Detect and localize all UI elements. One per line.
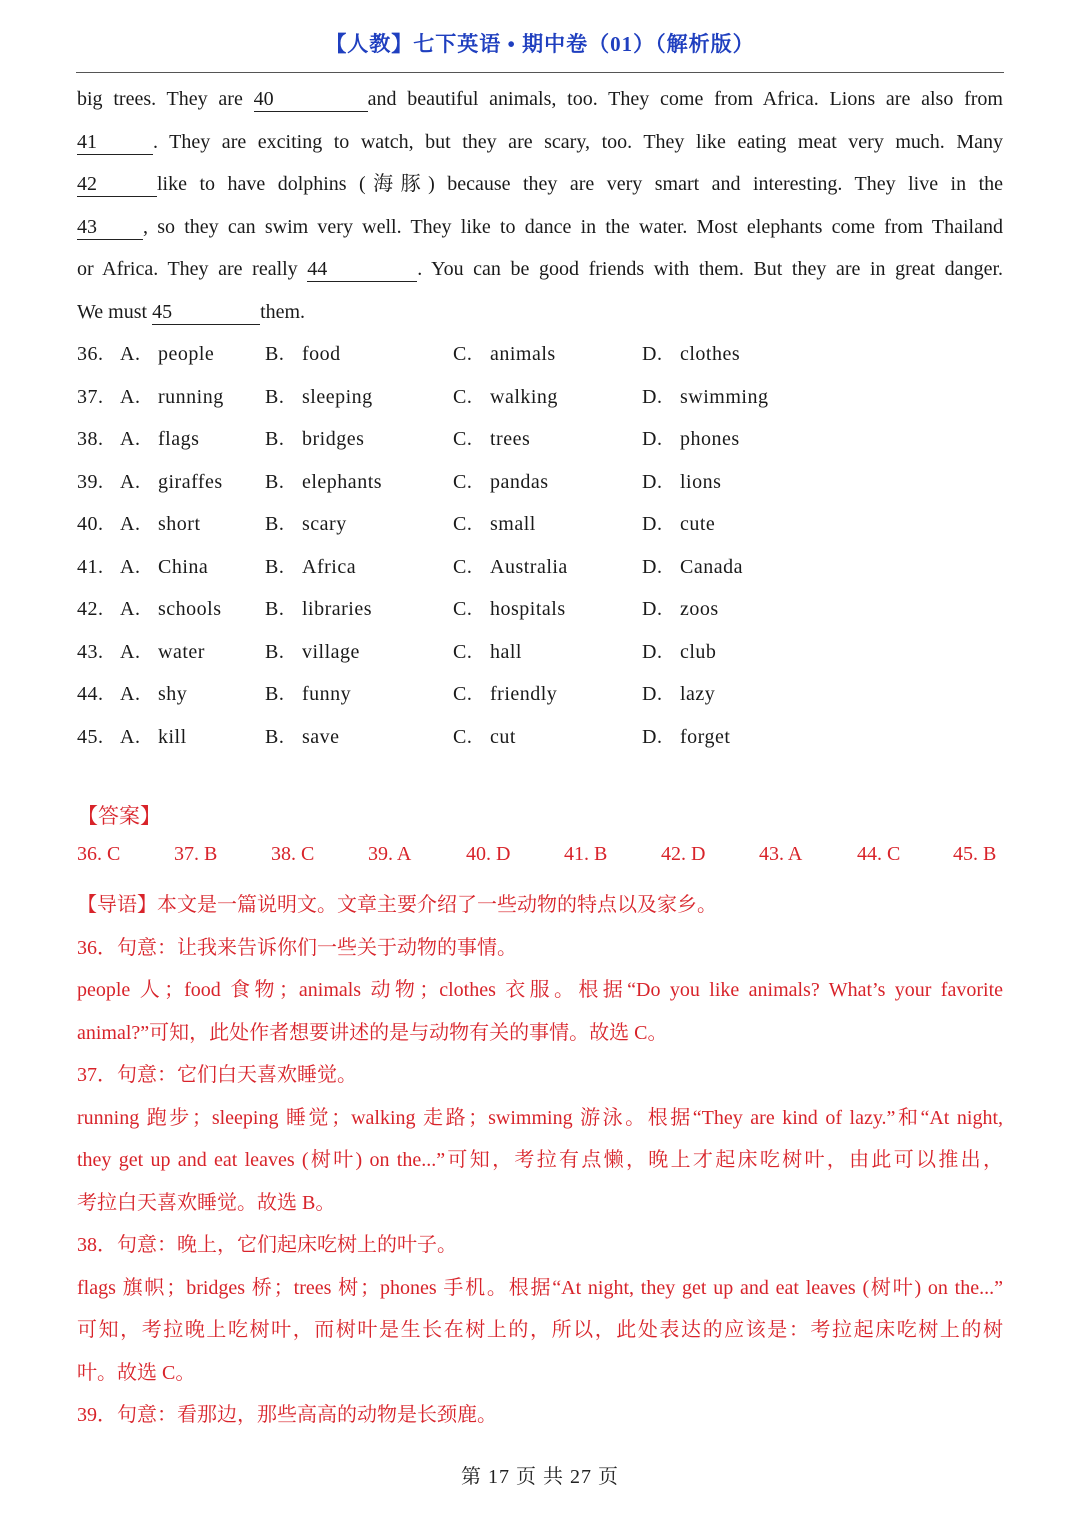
option-row: 45. A. kill B. save C. cut D. forget	[77, 725, 731, 748]
answer-key: 38. C	[271, 843, 315, 865]
explanation-line: 38．句意：晚上，它们起床吃树上的叶子。	[77, 1234, 457, 1256]
blank-45: 45	[152, 300, 260, 325]
page-number: 第 17 页 共 27 页	[461, 1466, 619, 1488]
option-row: 43. A. water B. village C. hall D. club	[77, 640, 717, 663]
answer-key: 44. C	[857, 843, 901, 865]
explanation-line: running 跑步；sleeping 睡觉；walking 走路；swimming 游泳。根据“They are kind of lazy.”和“At night,	[77, 1106, 1003, 1129]
options-list	[77, 333, 1003, 758]
explanation-line: 叶。故选 C。	[77, 1361, 196, 1384]
explanation-line: 36．句意：让我来告诉你们一些关于动物的事情。	[77, 936, 517, 959]
answer-key: 36. C	[77, 843, 121, 865]
cloze-passage	[77, 78, 1003, 333]
option-row: 42. A. schools B. libraries C. hospitals D. zoos	[77, 598, 719, 620]
explanation	[77, 884, 1003, 1437]
answer-key: 41. B	[564, 843, 608, 865]
option-row: 41. A. China B. Africa C. Australia D. Canada	[77, 555, 743, 578]
option-row: 38. A. flags B. bridges C. trees D. phones	[77, 428, 740, 450]
answer-heading: 【答案】	[77, 804, 161, 828]
explanation-line: 【导语】本文是一篇说明文。文章主要介绍了一些动物的特点以及家乡。	[77, 894, 717, 916]
explanation-line: 可知，考拉晚上吃树叶，而树叶是生长在树上的，所以，此处表达的应该是：考拉起床吃树上的树	[77, 1319, 1003, 1341]
explanation-line: flags 旗帜；bridges 桥；trees 树；phones 手机。根据“At night, they get up and eat leaves (树叶) on the...”	[77, 1276, 1003, 1299]
answer-key: 40. D	[466, 843, 511, 865]
blank-41: 41	[77, 130, 153, 155]
explanation-line: 39．句意：看那边，那些高高的动物是长颈鹿。	[77, 1404, 497, 1426]
option-row: 36. A. people B. food C. animals D. clothes	[77, 343, 741, 365]
answer-key: 45. B	[953, 843, 997, 865]
passage-line: 43 , so they can swim very well. They like to dance in the water. Most elephants come from Thailand	[77, 215, 1003, 238]
header-rule	[76, 72, 1004, 73]
option-row: 39. A. giraffes B. elephants C. pandas D. lions	[77, 470, 722, 493]
passage-line: big trees. They are 40 and beautiful animals, too. They come from Africa. Lions are also from	[77, 88, 1003, 110]
blank-40: 40	[254, 87, 368, 112]
blank-42: 42	[77, 172, 157, 197]
answer-key: 37. B	[174, 843, 218, 865]
explanation-line: animal?”可知，此处作者想要讲述的是与动物有关的事情。故选 C。	[77, 1021, 668, 1044]
passage-line: 42 like to have dolphins (海豚) because they are very smart and interesting. They live in the	[77, 173, 1003, 195]
answer-key: 39. A	[368, 843, 412, 865]
explanation-line: 37．句意：它们白天喜欢睡觉。	[77, 1064, 357, 1086]
answer-key: 42. D	[661, 843, 706, 865]
explanation-line: people 人；food 食物；animals 动物；clothes 衣服。根据“Do you like animals? What’s your favorite	[77, 979, 1003, 1001]
passage-line: 41 . They are exciting to watch, but they are scary, too. They like eating meat very much. Many	[77, 130, 1003, 153]
option-row: 44. A. shy B. funny C. friendly D. lazy	[77, 683, 716, 705]
passage-line: or Africa. They are really 44 . You can be good friends with them. But they are in great danger.	[77, 258, 1003, 280]
option-row: 37. A. running B. sleeping C. walking D. swimming	[77, 385, 769, 408]
answer-key: 43. A	[759, 843, 803, 865]
page-header-title: 【人教】七下英语 • 期中卷（01）（解析版）	[325, 32, 755, 56]
option-row: 40. A. short B. scary C. small D. cute	[77, 513, 716, 535]
passage-line: We must 45 them.	[77, 300, 306, 323]
blank-43: 43	[77, 215, 143, 240]
explanation-line: they get up and eat leaves (树叶) on the...”可知，考拉有点懒，晚上才起床吃树叶，由此可以推出，	[77, 1149, 1003, 1171]
explanation-line: 考拉白天喜欢睡觉。故选 B。	[77, 1191, 336, 1214]
blank-44: 44	[307, 257, 417, 282]
